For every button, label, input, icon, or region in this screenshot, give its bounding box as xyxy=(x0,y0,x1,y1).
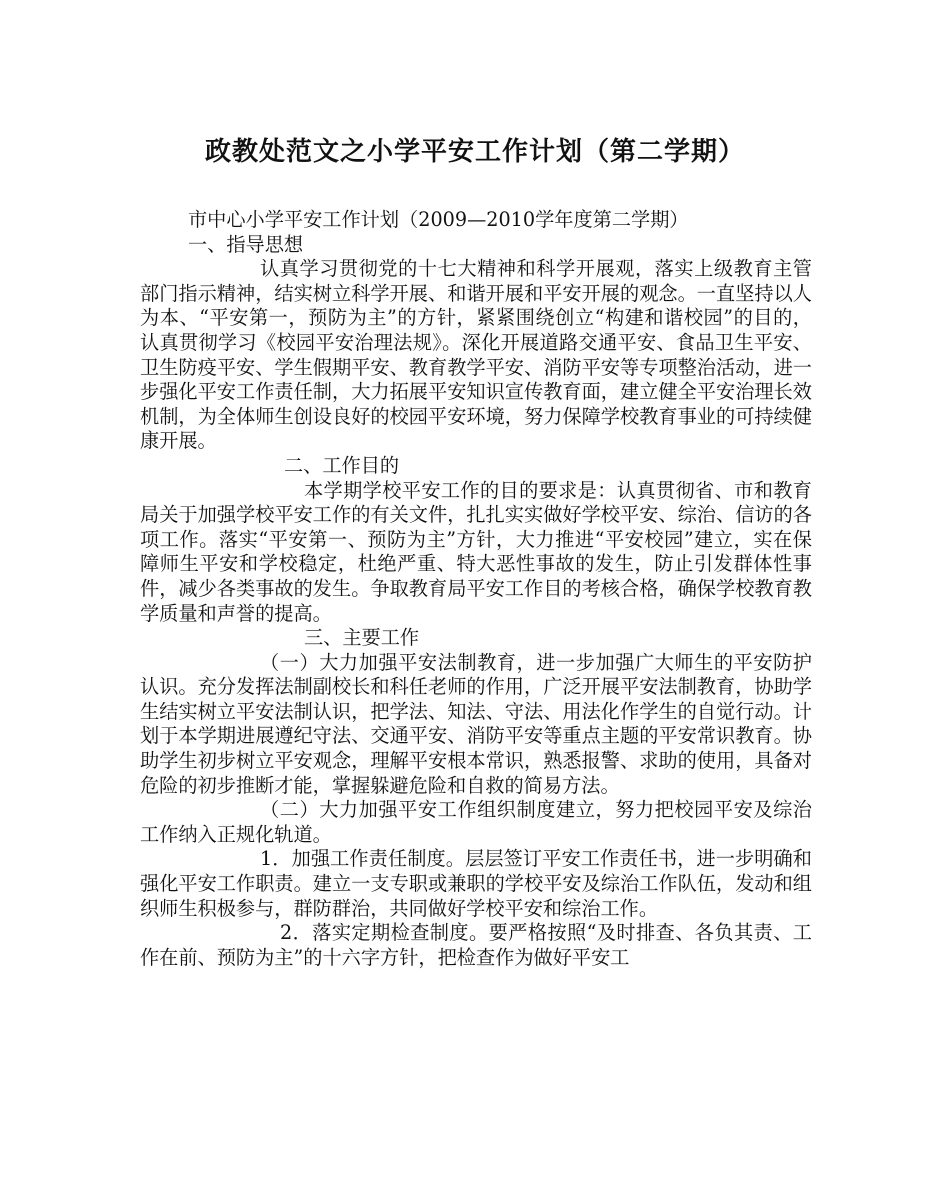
paragraph-safety-legal-education: （一）大力加强平安法制教育，进一步加强广大师生的平安防护认识。充分发挥法制副校长和科任老师的作用，广泛开展平安法制教育，协助学生结实树立平安法制认识，把学法、知法、守法、用法化作学生的自觉行动。计划于本学期进展遵纪守法、交通平安、消防平安等重点主题的平安常识教育。协助学生初步树立平安观念，理解平安根本常识，熟悉报警、求助的使用，具备对危险的初步推断才能，掌握躲避危险和自救的简易方法。 xyxy=(140,650,812,797)
document-body xyxy=(140,208,812,970)
paragraph-work-goals: 本学期学校平安工作的目的要求是：认真贯彻省、市和教育局关于加强学校平安工作的有关文件，扎扎实实做好学校平安、综治、信访的各项工作。落实“平安第一、预防为主”方针，大力推进“平安校园”建立，实在保障师生平安和学校稳定，杜绝严重、特大恶性事故的发生，防止引发群体性事件，减少各类事故的发生。争取教育局平安工作目的考核合格，确保学校教育教学质量和声誉的提高。 xyxy=(140,478,812,625)
paragraph-organization-system: （二）大力加强平安工作组织制度建立，努力把校园平安及综治工作纳入正规化轨道。 xyxy=(140,798,812,846)
section-heading-work-goals: 二、工作目的 xyxy=(284,453,400,477)
paragraph-guiding-ideology: 认真学习贯彻党的十七大精神和科学开展观，落实上级教育主管部门指示精神，结实树立科学开展、和谐开展和平安开展的观念。一直坚持以人为本、“平安第一，预防为主”的方针，紧紧围绕创立“构建和谐校园”的目的，认真贯彻学习《校园平安治理法规》。深化开展道路交通平安、食品卫生平安、卫生防疫平安、学生假期平安、教育教学平安、消防平安等专项整治活动，进一步强化平安工作责任制，大力拓展平安知识宣传教育面，建立健全平安治理长效机制，为全体师生创设良好的校园平安环境，努力保障学校教育事业的可持续健康开展。 xyxy=(140,257,812,453)
paragraph-responsibility-system: 1．加强工作责任制度。层层签订平安工作责任书，进一步明确和强化平安工作职责。建立一支专职或兼职的学校平安及综治工作队伍，发动和组织师生积极参与，群防群治，共同做好学校平安和综治工作。 xyxy=(140,847,812,920)
document-subtitle: 市中心小学平安工作计划（2009—2010学年度第二学期） xyxy=(188,208,689,231)
document-title: 政教处范文之小学平安工作计划（第二学期） xyxy=(204,137,745,167)
paragraph-inspection-system: 2．落实定期检查制度。要严格按照“及时排查、各负其责、工作在前、预防为主”的十六字方针，把检查作为做好平安工 xyxy=(140,921,812,969)
section-heading-guiding-ideology: 一、指导思想 xyxy=(188,232,304,256)
section-heading-main-work: 三、主要工作 xyxy=(304,626,420,650)
